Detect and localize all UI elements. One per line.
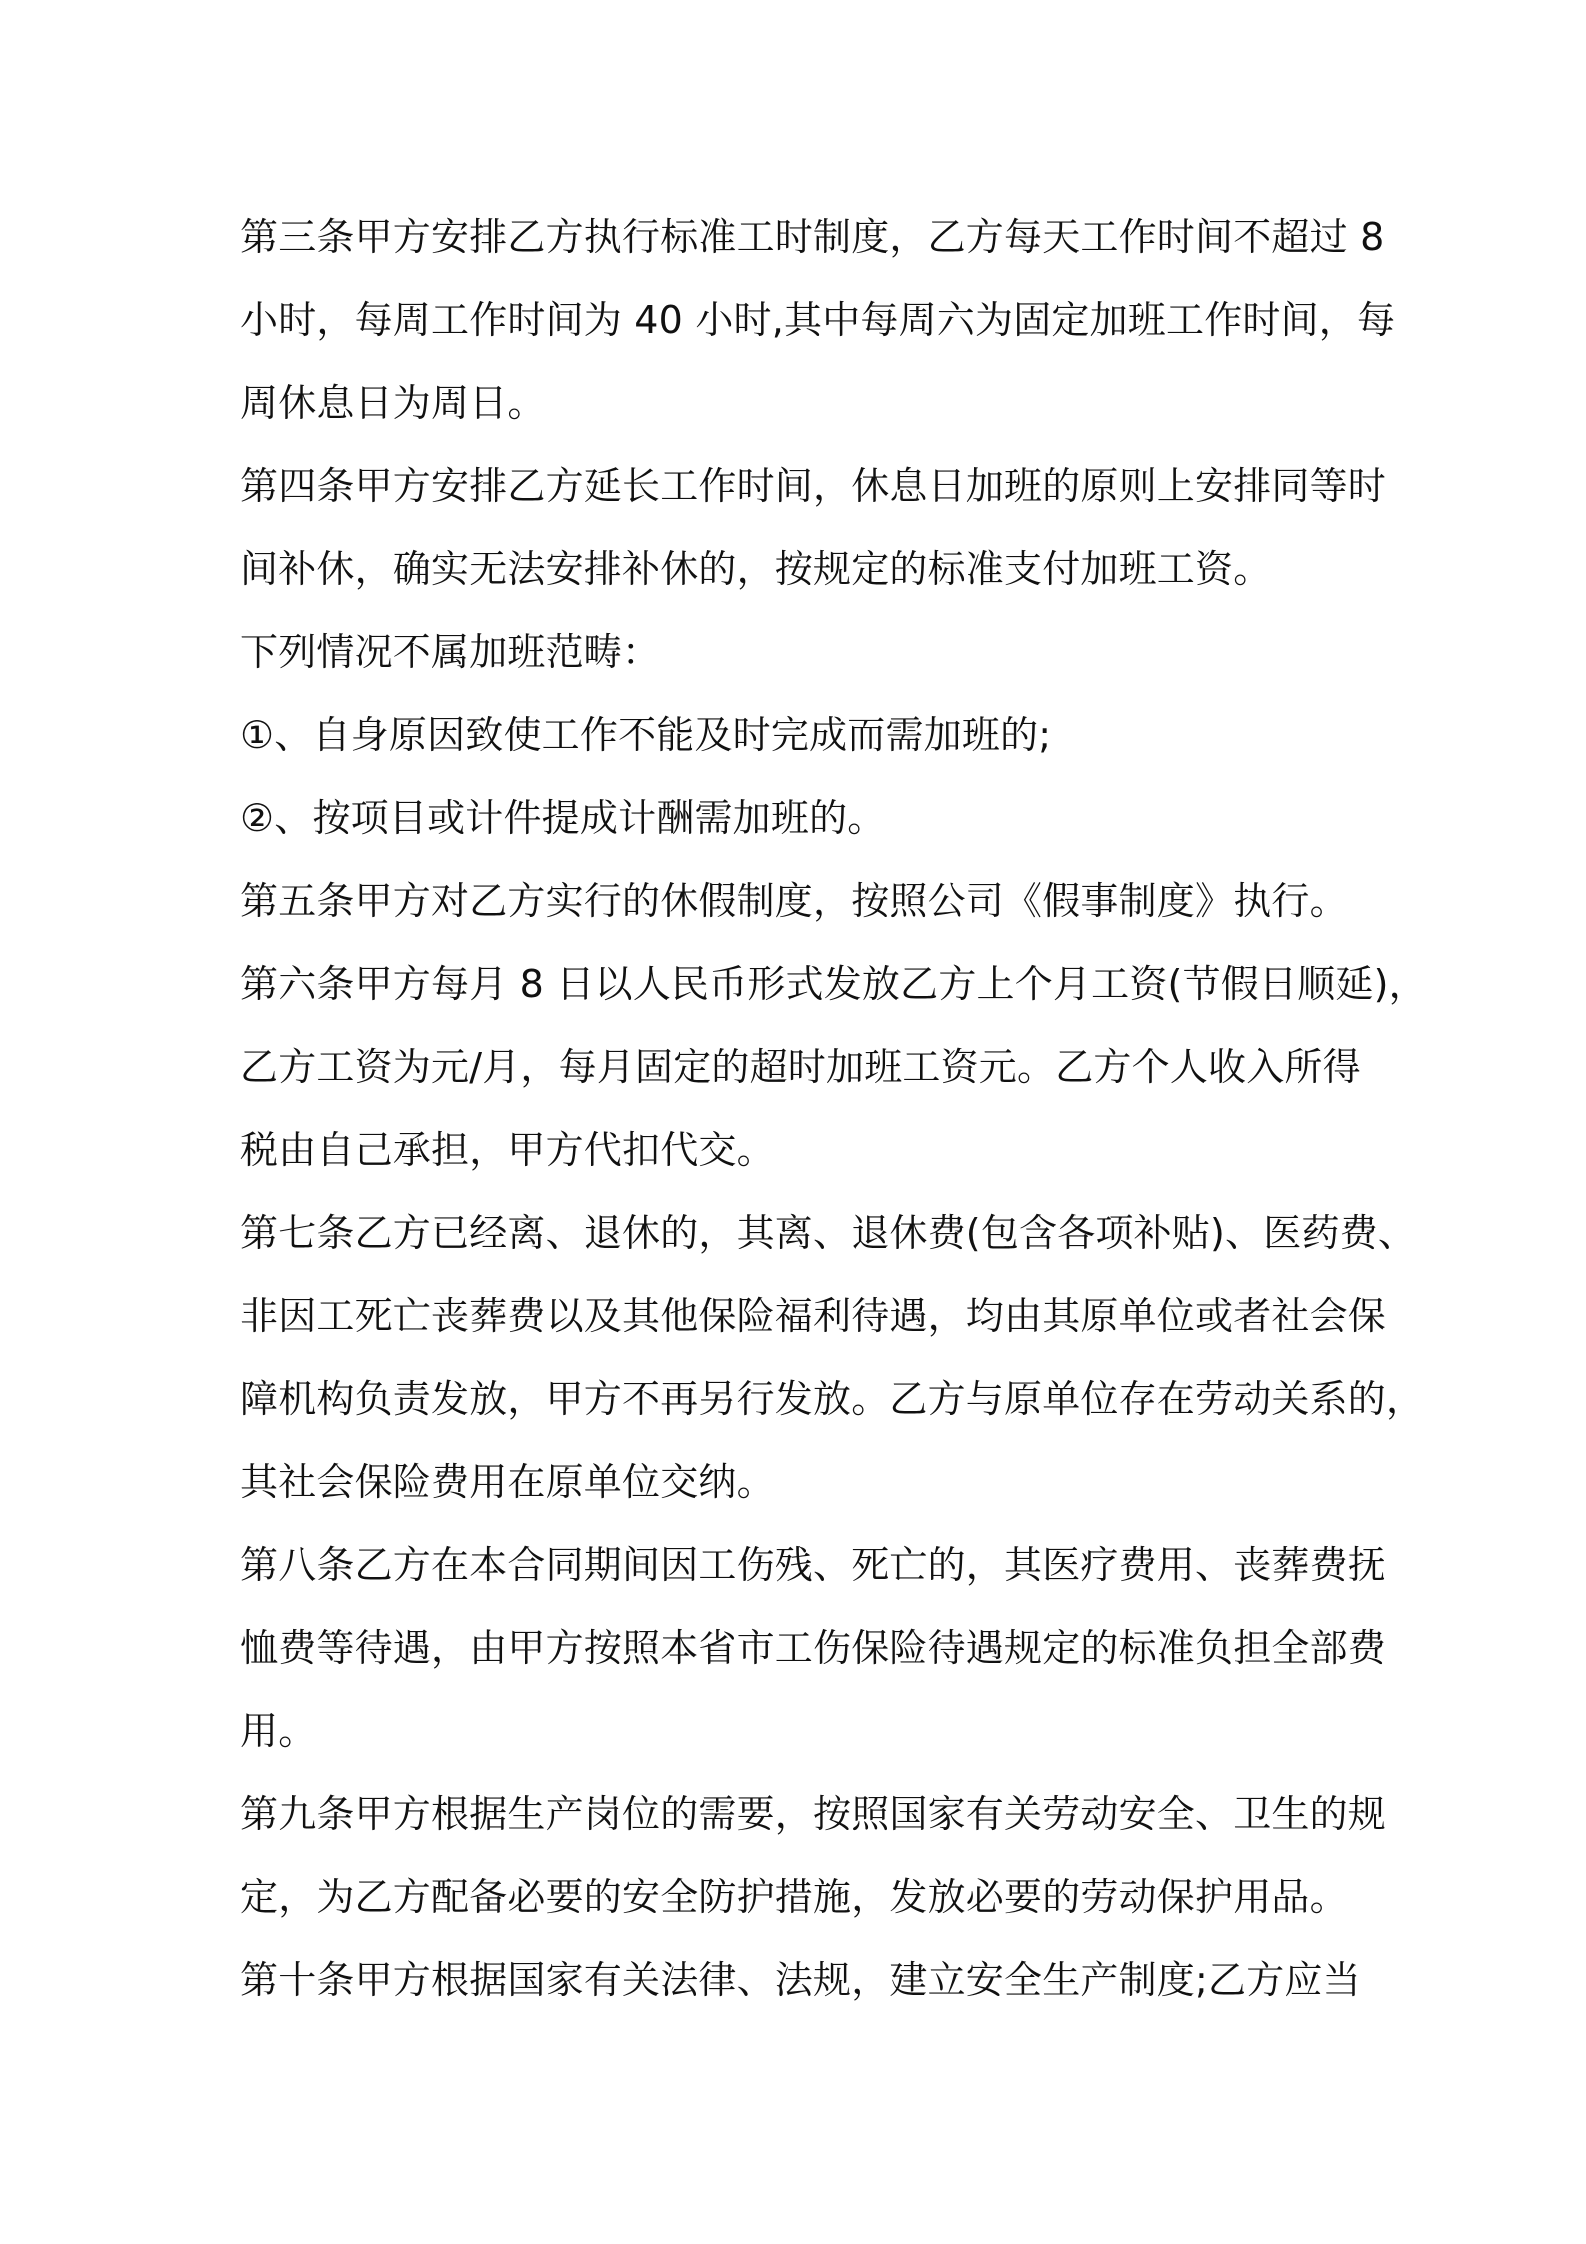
text-line: 定，为乙方配备必要的安全防护措施，发放必要的劳动保护用品。: [240, 1875, 1348, 1919]
text-line: 第九条甲方根据生产岗位的需要，按照国家有关劳动安全、卫生的规: [240, 1792, 1387, 1836]
text-line: 非因工死亡丧葬费以及其他保险福利待遇，均由其原单位或者社会保: [240, 1294, 1387, 1338]
text-line: 第八条乙方在本合同期间因工伤残、死亡的，其医疗费用、丧葬费抚: [240, 1543, 1387, 1587]
text-line: 第七条乙方已经离、退休的，其离、退休费(包含各项补贴)、医药费、: [240, 1211, 1417, 1255]
text-line: ①、自身原因致使工作不能及时完成而需加班的;: [240, 713, 1052, 757]
text-line: 第六条甲方每月 8 日以人民币形式发放乙方上个月工资(节假日顺延)，: [240, 962, 1427, 1006]
text-line: ②、按项目或计件提成计酬需加班的。: [240, 796, 886, 840]
text-line: 恤费等待遇，由甲方按照本省市工伤保险待遇规定的标准负担全部费: [240, 1626, 1387, 1670]
document-body: [240, 196, 1427, 2022]
text-line: 第五条甲方对乙方实行的休假制度，按照公司《假事制度》执行。: [240, 879, 1348, 923]
text-line: 下列情况不属加班范畴：: [240, 630, 661, 674]
text-line: 第十条甲方根据国家有关法律、法规，建立安全生产制度;乙方应当: [240, 1958, 1361, 2002]
text-line: 乙方工资为元/月，每月固定的超时加班工资元。乙方个人收入所得: [240, 1045, 1361, 1089]
text-line: 小时，每周工作时间为 40 小时,其中每周六为固定加班工作时间，每: [240, 298, 1396, 342]
text-line: 第四条甲方安排乙方延长工作时间，休息日加班的原则上安排同等时: [240, 464, 1387, 508]
text-line: 周休息日为周日。: [240, 381, 546, 425]
text-line: 其社会保险费用在原单位交纳。: [240, 1460, 775, 1504]
text-line: 障机构负责发放，甲方不再另行发放。乙方与原单位存在劳动关系的，: [240, 1377, 1425, 1421]
text-line: 间补休，确实无法安排补休的，按规定的标准支付加班工资。: [240, 547, 1272, 591]
text-line: 第三条甲方安排乙方执行标准工时制度，乙方每天工作时间不超过 8: [240, 215, 1385, 259]
text-line: 税由自己承担，甲方代扣代交。: [240, 1128, 775, 1172]
text-line: 用。: [240, 1709, 317, 1753]
